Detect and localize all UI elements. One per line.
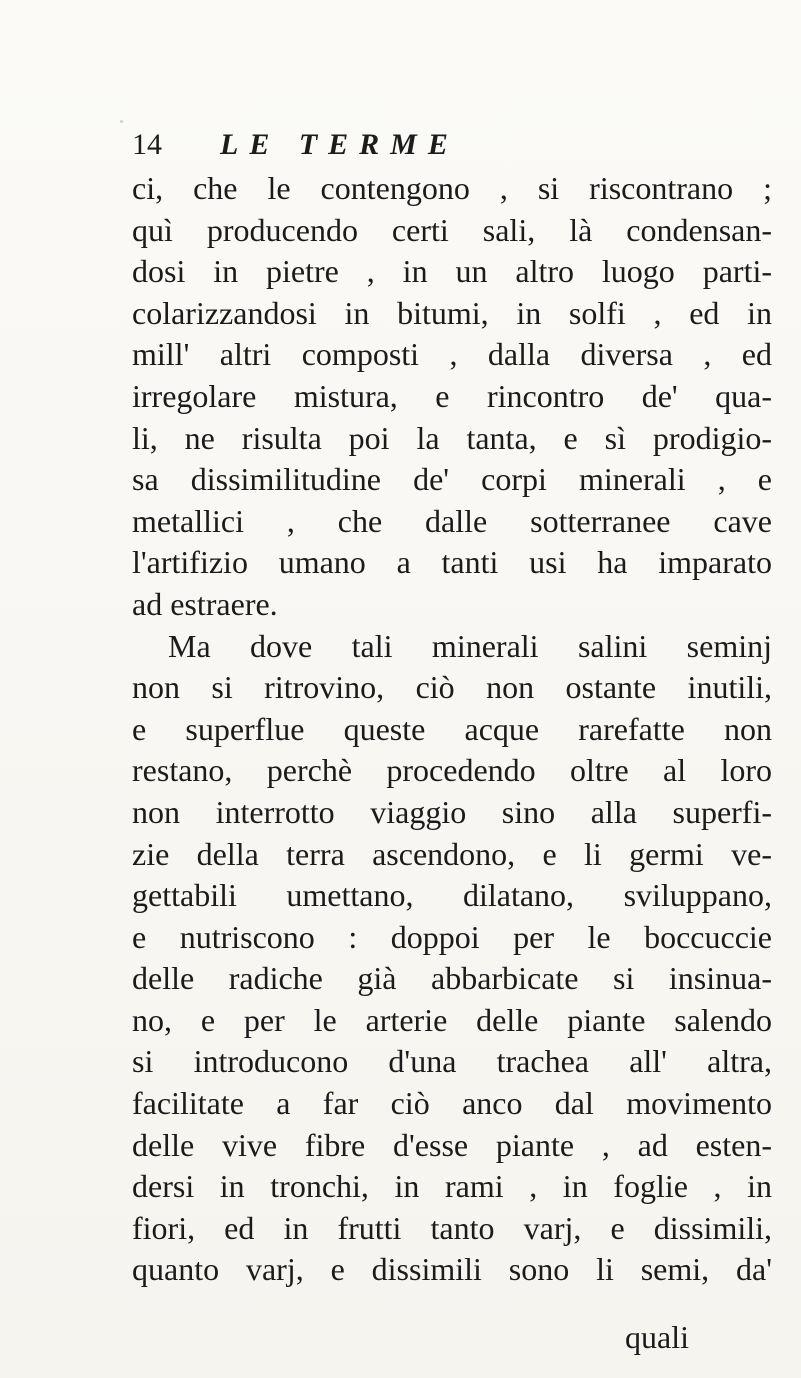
text-line: mill' altri composti , dalla diversa , ed (132, 336, 772, 373)
text-line: li, ne risulta poi la tanta, e sì prodigio- (132, 419, 772, 456)
text-line: zie della terra ascendono, e li germi ve- (132, 835, 772, 872)
text-line: restano, perchè procedendo oltre al loro (132, 752, 772, 789)
text-line: delle vive fibre d'esse piante , ad esten- (132, 1126, 772, 1163)
text-line: dosi in pietre , in un altro luogo parti- (132, 253, 772, 290)
catchword: quali (625, 1319, 689, 1355)
text-line: ci, che le contengono , si riscontrano ; (132, 170, 772, 206)
text-line: gettabili umettano, dilatano, sviluppano, (132, 877, 772, 914)
text-line: fiori, ed in frutti tanto varj, e dissimili, (132, 1209, 772, 1246)
text-line: no, e per le arterie delle piante salendo (132, 1001, 772, 1038)
text-line: non si ritrovino, ciò non ostante inutili, (132, 669, 772, 706)
text-line: non interrotto viaggio sino alla superfi- (132, 793, 772, 830)
text-line: ad estraere. (132, 585, 278, 622)
text-line: e superflue queste acque rarefatte non (132, 710, 772, 747)
text-line: sa dissimilitudine de' corpi minerali , e (132, 461, 772, 498)
text-line: colarizzandosi in bitumi, in solfi , ed in (132, 294, 772, 331)
text-line: si introducono d'una trachea all' altra, (132, 1043, 772, 1080)
text-line: irregolare mistura, e rincontro de' qua- (132, 377, 772, 414)
paper-spot (120, 120, 123, 123)
running-title: LE TERME (220, 128, 459, 161)
text-line: e nutriscono : doppoi per le boccuccie (132, 918, 772, 955)
page-number: 14 (132, 128, 162, 161)
page-header (132, 128, 732, 172)
body-text (132, 168, 772, 1291)
paragraph-start-line: Ma dove tali minerali salini seminj (168, 627, 772, 664)
text-line: quì producendo certi sali, là condensan- (132, 211, 772, 248)
text-line: delle radiche già abbarbicate si insinua- (132, 960, 772, 997)
text-line: quanto varj, e dissimili sono li semi, da' (132, 1251, 772, 1288)
text-line: metallici , che dalle sotterranee cave (132, 502, 772, 539)
text-line: dersi in tronchi, in rami , in foglie , in (132, 1168, 772, 1205)
text-line: l'artifizio umano a tanti usi ha imparato (132, 544, 772, 581)
text-line: facilitate a far ciò anco dal movimento (132, 1085, 772, 1122)
